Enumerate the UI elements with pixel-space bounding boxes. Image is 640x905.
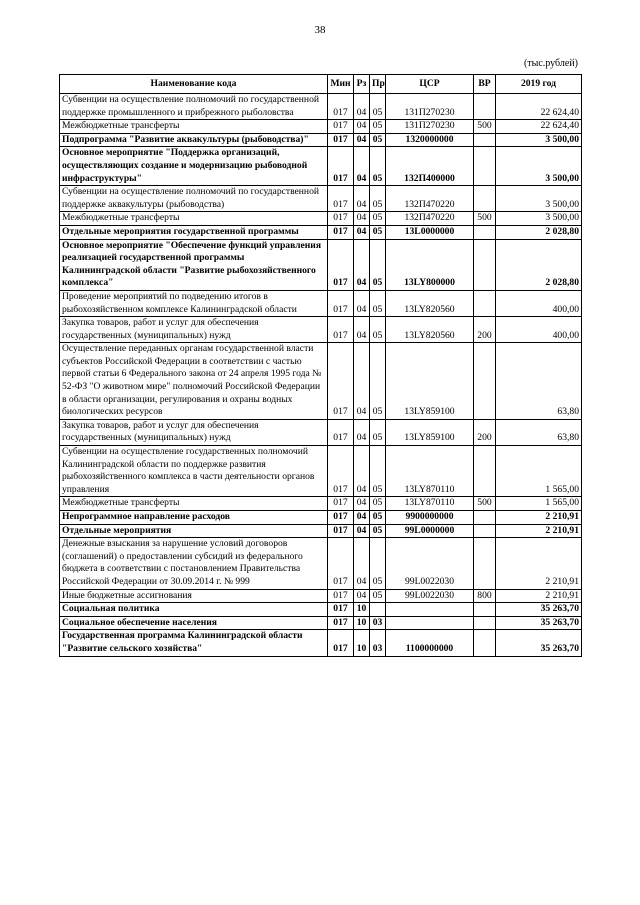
cell-sum: 2 210,91 bbox=[496, 538, 582, 589]
cell-sum: 22 624,40 bbox=[496, 94, 582, 120]
cell-rz: 04 bbox=[354, 212, 370, 226]
header-min: Мин bbox=[328, 75, 354, 94]
cell-csr: 131П270230 bbox=[386, 120, 474, 134]
cell-csr bbox=[386, 603, 474, 617]
cell-sum: 2 210,91 bbox=[496, 589, 582, 603]
cell-name: Отдельные мероприятия государственной программы bbox=[60, 225, 328, 239]
header-name: Наименование кода bbox=[60, 75, 328, 94]
cell-rz: 04 bbox=[354, 133, 370, 147]
cell-name: Основное мероприятие "Обеспечение функций управления реализацией государственной программы Калининградской области "Развитие рыбохозяйственного комплекса" bbox=[60, 239, 328, 290]
cell-sum: 35 263,70 bbox=[496, 603, 582, 617]
cell-sum: 1 565,00 bbox=[496, 446, 582, 497]
cell-rz: 04 bbox=[354, 225, 370, 239]
cell-min: 017 bbox=[328, 120, 354, 134]
cell-sum: 3 500,00 bbox=[496, 133, 582, 147]
cell-csr: 99L0000000 bbox=[386, 524, 474, 538]
cell-csr: 132П400000 bbox=[386, 147, 474, 186]
cell-pr: 05 bbox=[370, 446, 386, 497]
cell-csr: 13LY870110 bbox=[386, 497, 474, 511]
cell-pr bbox=[370, 603, 386, 617]
cell-pr: 03 bbox=[370, 616, 386, 630]
cell-rz: 10 bbox=[354, 616, 370, 630]
table-row bbox=[60, 589, 582, 603]
cell-vr bbox=[474, 147, 496, 186]
cell-csr: 13LY800000 bbox=[386, 239, 474, 290]
header-row bbox=[60, 75, 582, 94]
cell-vr bbox=[474, 511, 496, 525]
cell-name: Субвенции на осуществление полномочий по государственной поддержке промышленного и прибрежного рыболовства bbox=[60, 94, 328, 120]
cell-sum: 2 210,91 bbox=[496, 511, 582, 525]
cell-rz: 04 bbox=[354, 290, 370, 316]
cell-min: 017 bbox=[328, 147, 354, 186]
cell-vr bbox=[474, 186, 496, 212]
cell-rz: 04 bbox=[354, 419, 370, 445]
table-row bbox=[60, 446, 582, 497]
cell-min: 017 bbox=[328, 239, 354, 290]
cell-pr: 05 bbox=[370, 147, 386, 186]
table-row bbox=[60, 630, 582, 656]
cell-name: Социальная политика bbox=[60, 603, 328, 617]
cell-csr: 9900000000 bbox=[386, 511, 474, 525]
cell-min: 017 bbox=[328, 603, 354, 617]
cell-csr: 13LY859100 bbox=[386, 419, 474, 445]
cell-name: Межбюджетные трансферты bbox=[60, 212, 328, 226]
cell-csr: 132П470220 bbox=[386, 212, 474, 226]
cell-min: 017 bbox=[328, 290, 354, 316]
cell-sum: 2 028,80 bbox=[496, 225, 582, 239]
cell-min: 017 bbox=[328, 317, 354, 343]
cell-min: 017 bbox=[328, 497, 354, 511]
table-row bbox=[60, 511, 582, 525]
table-row bbox=[60, 239, 582, 290]
cell-name: Межбюджетные трансферты bbox=[60, 120, 328, 134]
cell-sum: 22 624,40 bbox=[496, 120, 582, 134]
cell-sum: 35 263,70 bbox=[496, 616, 582, 630]
cell-min: 017 bbox=[328, 225, 354, 239]
cell-pr: 05 bbox=[370, 524, 386, 538]
cell-csr: 13LY820560 bbox=[386, 317, 474, 343]
table-row bbox=[60, 616, 582, 630]
cell-pr: 05 bbox=[370, 133, 386, 147]
cell-csr: 132П470220 bbox=[386, 186, 474, 212]
budget-table bbox=[59, 74, 582, 657]
cell-vr: 200 bbox=[474, 317, 496, 343]
cell-vr bbox=[474, 630, 496, 656]
cell-sum: 3 500,00 bbox=[496, 212, 582, 226]
cell-min: 017 bbox=[328, 589, 354, 603]
table-row bbox=[60, 94, 582, 120]
table-row bbox=[60, 603, 582, 617]
table-row bbox=[60, 290, 582, 316]
cell-vr: 800 bbox=[474, 589, 496, 603]
header-csr: ЦСР bbox=[386, 75, 474, 94]
cell-name: Непрограммное направление расходов bbox=[60, 511, 328, 525]
cell-min: 017 bbox=[328, 133, 354, 147]
cell-sum: 63,80 bbox=[496, 419, 582, 445]
cell-csr: 1320000000 bbox=[386, 133, 474, 147]
cell-sum: 2 210,91 bbox=[496, 524, 582, 538]
cell-name: Закупка товаров, работ и услуг для обеспечения государственных (муниципальных) нужд bbox=[60, 317, 328, 343]
cell-rz: 04 bbox=[354, 524, 370, 538]
cell-csr: 131П270230 bbox=[386, 94, 474, 120]
cell-vr bbox=[474, 524, 496, 538]
cell-name: Закупка товаров, работ и услуг для обеспечения государственных (муниципальных) нужд bbox=[60, 419, 328, 445]
cell-rz: 04 bbox=[354, 511, 370, 525]
cell-pr: 05 bbox=[370, 343, 386, 420]
cell-name: Проведение мероприятий по подведению итогов в рыбохозяйственном комплексе Калининградской области bbox=[60, 290, 328, 316]
cell-name: Основное мероприятие "Поддержка организаций, осуществляющих создание и модернизацию рыбоводной инфраструктуры" bbox=[60, 147, 328, 186]
table-row bbox=[60, 497, 582, 511]
cell-rz: 04 bbox=[354, 120, 370, 134]
cell-rz: 04 bbox=[354, 147, 370, 186]
cell-rz: 04 bbox=[354, 186, 370, 212]
cell-vr bbox=[474, 225, 496, 239]
cell-pr: 05 bbox=[370, 94, 386, 120]
table-row bbox=[60, 120, 582, 134]
cell-csr bbox=[386, 616, 474, 630]
cell-vr bbox=[474, 133, 496, 147]
cell-min: 017 bbox=[328, 538, 354, 589]
cell-pr: 05 bbox=[370, 186, 386, 212]
table-row bbox=[60, 133, 582, 147]
cell-csr: 99L0022030 bbox=[386, 538, 474, 589]
table-row bbox=[60, 147, 582, 186]
cell-min: 017 bbox=[328, 343, 354, 420]
cell-vr: 500 bbox=[474, 120, 496, 134]
cell-rz: 04 bbox=[354, 497, 370, 511]
cell-vr: 500 bbox=[474, 212, 496, 226]
cell-rz: 04 bbox=[354, 446, 370, 497]
cell-csr: 13LY859100 bbox=[386, 343, 474, 420]
table-row bbox=[60, 225, 582, 239]
cell-name: Межбюджетные трансферты bbox=[60, 497, 328, 511]
table-row bbox=[60, 317, 582, 343]
cell-rz: 04 bbox=[354, 94, 370, 120]
cell-min: 017 bbox=[328, 616, 354, 630]
cell-name: Социальное обеспечение населения bbox=[60, 616, 328, 630]
cell-csr: 1100000000 bbox=[386, 630, 474, 656]
cell-pr: 05 bbox=[370, 239, 386, 290]
cell-vr bbox=[474, 343, 496, 420]
cell-min: 017 bbox=[328, 630, 354, 656]
cell-vr bbox=[474, 239, 496, 290]
cell-rz: 04 bbox=[354, 538, 370, 589]
cell-pr: 05 bbox=[370, 497, 386, 511]
cell-pr: 05 bbox=[370, 511, 386, 525]
cell-min: 017 bbox=[328, 186, 354, 212]
cell-pr: 05 bbox=[370, 290, 386, 316]
cell-sum: 63,80 bbox=[496, 343, 582, 420]
cell-rz: 04 bbox=[354, 589, 370, 603]
cell-pr: 05 bbox=[370, 120, 386, 134]
cell-sum: 3 500,00 bbox=[496, 186, 582, 212]
header-sum: 2019 год bbox=[496, 75, 582, 94]
cell-vr bbox=[474, 290, 496, 316]
cell-sum: 400,00 bbox=[496, 290, 582, 316]
cell-vr bbox=[474, 603, 496, 617]
cell-vr bbox=[474, 616, 496, 630]
cell-rz: 04 bbox=[354, 343, 370, 420]
cell-name: Субвенции на осуществление полномочий по государственной поддержке аквакультуры (рыбоводства) bbox=[60, 186, 328, 212]
cell-rz: 04 bbox=[354, 317, 370, 343]
cell-vr: 200 bbox=[474, 419, 496, 445]
cell-sum: 3 500,00 bbox=[496, 147, 582, 186]
cell-sum: 400,00 bbox=[496, 317, 582, 343]
header-pr: Пр bbox=[370, 75, 386, 94]
table-row bbox=[60, 212, 582, 226]
cell-pr: 05 bbox=[370, 419, 386, 445]
cell-pr: 05 bbox=[370, 225, 386, 239]
cell-pr: 03 bbox=[370, 630, 386, 656]
cell-name: Денежные взыскания за нарушение условий договоров (соглашений) о предоставлении субсидий из федерального бюджета в соответствии с постановлением Правительства Российской Федерации от 30.09.2014 г. № 999 bbox=[60, 538, 328, 589]
cell-pr: 05 bbox=[370, 538, 386, 589]
cell-rz: 10 bbox=[354, 603, 370, 617]
cell-sum: 35 263,70 bbox=[496, 630, 582, 656]
cell-pr: 05 bbox=[370, 589, 386, 603]
cell-csr: 13LY820560 bbox=[386, 290, 474, 316]
units-label: (тыс.рублей) bbox=[523, 58, 578, 69]
table-row bbox=[60, 186, 582, 212]
cell-sum: 2 028,80 bbox=[496, 239, 582, 290]
cell-name: Государственная программа Калининградской области "Развитие сельского хозяйства" bbox=[60, 630, 328, 656]
cell-pr: 05 bbox=[370, 212, 386, 226]
cell-sum: 1 565,00 bbox=[496, 497, 582, 511]
cell-name: Субвенции на осуществление государственных полномочий Калининградской области по поддержке развития рыбохозяйственного комплекса в части деятельности органов управления bbox=[60, 446, 328, 497]
table-row bbox=[60, 419, 582, 445]
cell-rz: 04 bbox=[354, 239, 370, 290]
header-rz: Рз bbox=[354, 75, 370, 94]
cell-vr: 500 bbox=[474, 497, 496, 511]
cell-vr bbox=[474, 446, 496, 497]
table-row bbox=[60, 538, 582, 589]
table-row bbox=[60, 343, 582, 420]
cell-name: Осуществление переданных органам государственной власти субъектов Российской Федерации в соответствии с частью первой статьи 6 Федерального закона от 24 апреля 1995 года № 52-ФЗ "О животном мире" полномочий Российской Федерации в области организации, регулирования и охраны водных биологических ресурсов bbox=[60, 343, 328, 420]
cell-min: 017 bbox=[328, 511, 354, 525]
cell-min: 017 bbox=[328, 94, 354, 120]
cell-min: 017 bbox=[328, 419, 354, 445]
cell-name: Подпрограмма "Развитие аквакультуры (рыбоводства)" bbox=[60, 133, 328, 147]
cell-rz: 10 bbox=[354, 630, 370, 656]
cell-csr: 99L0022030 bbox=[386, 589, 474, 603]
header-vr: ВР bbox=[474, 75, 496, 94]
cell-name: Отдельные мероприятия bbox=[60, 524, 328, 538]
cell-vr bbox=[474, 538, 496, 589]
cell-vr bbox=[474, 94, 496, 120]
cell-min: 017 bbox=[328, 446, 354, 497]
cell-min: 017 bbox=[328, 524, 354, 538]
cell-name: Иные бюджетные ассигнования bbox=[60, 589, 328, 603]
page-number: 38 bbox=[314, 24, 326, 36]
cell-pr: 05 bbox=[370, 317, 386, 343]
cell-csr: 13LY870110 bbox=[386, 446, 474, 497]
cell-min: 017 bbox=[328, 212, 354, 226]
table-row bbox=[60, 524, 582, 538]
cell-csr: 13L0000000 bbox=[386, 225, 474, 239]
